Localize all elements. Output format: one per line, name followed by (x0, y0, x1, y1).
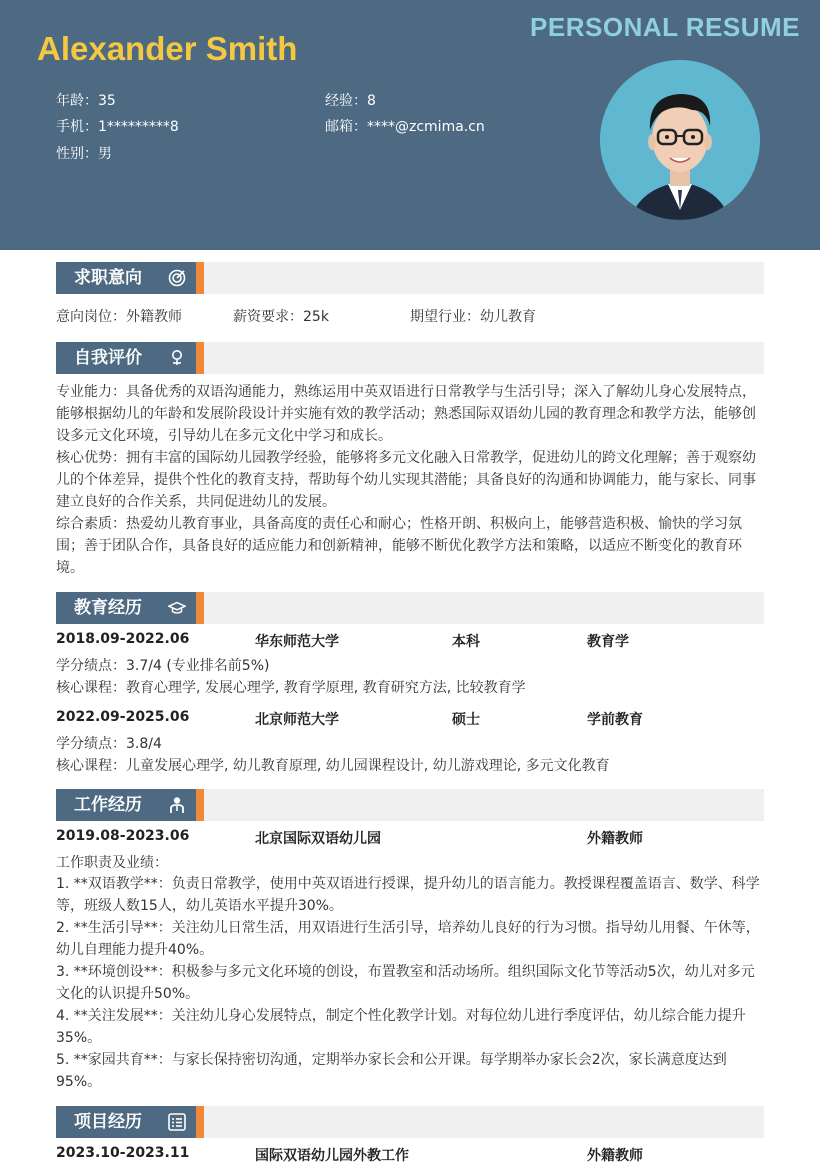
section-header-work (56, 789, 764, 821)
section-accent (196, 262, 204, 294)
section-title-intent: 求职意向 (74, 268, 142, 288)
section-header-education (56, 592, 764, 624)
project-name: 国际双语幼儿园外教工作 (255, 1148, 409, 1164)
section-header-intent (56, 262, 764, 294)
person-pin-icon (168, 349, 186, 367)
edu-2-gpa: 学分绩点：3.8/4 (56, 736, 162, 752)
edu-2-date: 2022.09-2025.06 (56, 709, 190, 725)
self-eval-strengths: 核心优势：拥有丰富的国际幼儿园教学经验，能够将多元文化融入日常教学，促进幼儿的跨文化理解；善于观察幼儿的个体差异，提供个性化的教育支持，帮助每个幼儿实现其潜能；具备良好的沟通和协调能力，能与家长、同事建立良好的合作关系，共同促进幼儿的发展。 (56, 450, 756, 510)
section-accent (196, 1106, 204, 1138)
age-info: 年龄：35 (56, 93, 116, 109)
list-icon (168, 1113, 186, 1131)
work-date: 2019.08-2023.06 (56, 828, 190, 844)
work-duty-item: 3. **环境创设**：积极参与多元文化环境的创设，布置教室和活动场所。组织国际文化节等活动5次，幼儿对多元文化的认识提升50%。 (56, 964, 755, 1002)
target-icon (168, 269, 186, 287)
intent-position: 意向岗位：外籍教师 (56, 309, 182, 325)
section-title-education: 教育经历 (74, 598, 142, 618)
intent-industry: 期望行业：幼儿教育 (410, 309, 536, 325)
edu-2-school: 北京师范大学 (255, 712, 339, 728)
avatar (600, 60, 760, 220)
work-company: 北京国际双语幼儿园 (255, 831, 381, 847)
section-header-self (56, 342, 764, 374)
section-title-self: 自我评价 (74, 348, 142, 368)
project-role: 外籍教师 (587, 1148, 643, 1164)
edu-1-courses: 核心课程：教育心理学, 发展心理学, 教育学原理, 教育研究方法, 比较教育学 (56, 680, 526, 696)
section-title-project: 项目经历 (74, 1112, 142, 1132)
edu-1-gpa: 学分绩点：3.7/4 (专业排名前5%) (56, 658, 270, 674)
graduation-cap-icon (168, 599, 186, 617)
edu-1-school: 华东师范大学 (255, 634, 339, 650)
section-accent (196, 342, 204, 374)
header-banner (0, 0, 820, 250)
project-date: 2023.10-2023.11 (56, 1145, 190, 1161)
self-eval-qualities: 综合素质：热爱幼儿教育事业，具备高度的责任心和耐心；性格开朗、积极向上，能够营造积极、愉快的学习氛围；善于团队合作，具备良好的适应能力和创新精神，能够不断优化教学方法和策略，以适应不断变化的教育环境。 (56, 516, 742, 576)
edu-2-major: 学前教育 (587, 712, 643, 728)
section-header-project (56, 1106, 764, 1138)
edu-1-degree: 本科 (452, 634, 480, 650)
section-accent (196, 789, 204, 821)
work-duty-item: 4. **关注发展**：关注幼儿身心发展特点，制定个性化教学计划。对每位幼儿进行季度评估，幼儿综合能力提升35%。 (56, 1008, 746, 1046)
edu-1-date: 2018.09-2022.06 (56, 631, 190, 647)
edu-1-major: 教育学 (587, 634, 629, 650)
work-duties-title: 工作职责及业绩： (56, 855, 168, 871)
edu-2-courses: 核心课程：儿童发展心理学, 幼儿教育原理, 幼儿园课程设计, 幼儿游戏理论, 多元文化教育 (56, 758, 610, 774)
work-duty-item: 2. **生活引导**：关注幼儿日常生活，用双语进行生活引导，培养幼儿良好的行为习惯。指导幼儿用餐、午休等，幼儿自理能力提升40%。 (56, 920, 760, 958)
self-eval-professional: 专业能力：具备优秀的双语沟通能力，熟练运用中英双语进行日常教学与生活引导；深入了解幼儿身心发展特点，能够根据幼儿的年龄和发展阶段设计并实施有效的教学活动；熟悉国际双语幼儿园的教育理念和教学方法，能够创设多元文化环境，引导幼儿在多元文化中学习和成长。 (56, 384, 756, 444)
work-duty-item: 5. **家园共育**：与家长保持密切沟通，定期举办家长会和公开课。每学期举办家长会2次，家长满意度达到95%。 (56, 1052, 727, 1090)
section-title-work: 工作经历 (74, 795, 142, 815)
section-accent (196, 592, 204, 624)
work-duty-item: 1. **双语教学**：负责日常教学，使用中英双语进行授课，提升幼儿的语言能力。教授课程覆盖语言、数学、科学等，班级人数15人，幼儿英语水平提升30%。 (56, 876, 760, 914)
work-role: 外籍教师 (587, 831, 643, 847)
worker-icon (168, 796, 186, 814)
candidate-name: Alexander Smith (37, 30, 298, 67)
intent-salary: 薪资要求：25k (233, 309, 329, 325)
resume-tag: PERSONAL RESUME (530, 12, 800, 42)
email-info: 邮箱：****@zcmima.cn (325, 119, 485, 135)
phone-info: 手机：1*********8 (56, 119, 179, 135)
gender-info: 性别：男 (56, 146, 112, 162)
edu-2-degree: 硕士 (452, 712, 480, 728)
experience-info: 经验：8 (325, 93, 376, 109)
